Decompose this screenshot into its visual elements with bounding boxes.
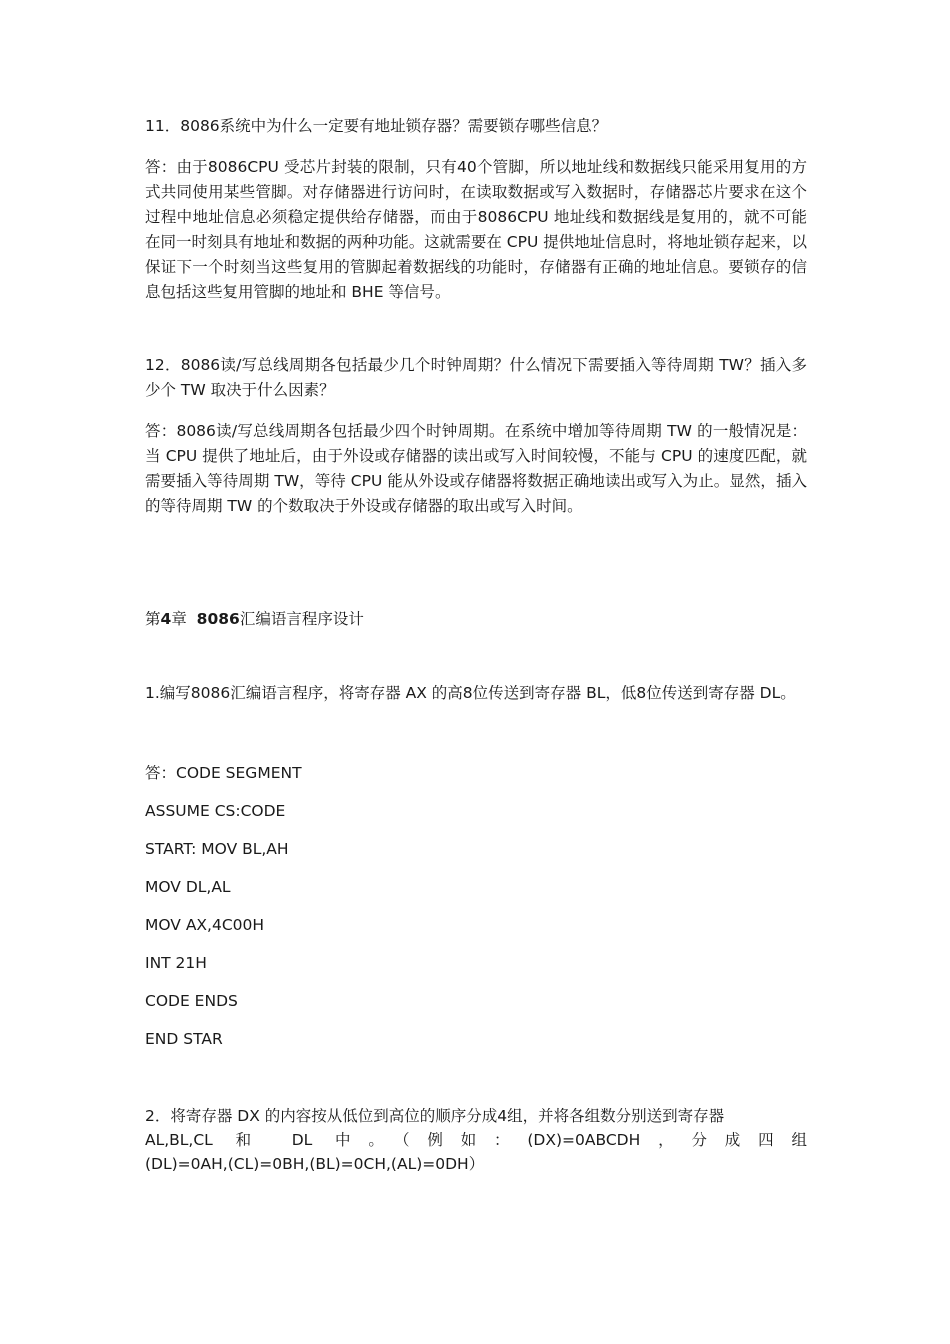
- q11-question: 11．8086系统中为什么一定要有地址锁存器？需要锁存哪些信息？: [145, 117, 608, 135]
- chapter-mid: 章: [171, 610, 197, 628]
- q2-line-3: (DL)=0AH,(CL)=0BH,(BL)=0CH,(AL)=0DH）: [145, 1155, 485, 1173]
- chapter-heading: [145, 607, 807, 632]
- q2-line-2: AL,BL,CL 和 DL 中。（例如：(DX)=0ABCDH，分成四组: [145, 1131, 807, 1149]
- code-line: END STAR: [145, 1030, 223, 1048]
- code-line: CODE ENDS: [145, 992, 238, 1010]
- q1-question: 1.编写8086汇编语言程序，将寄存器 AX 的高8位传送到寄存器 BL，低8位传送到寄存器 DL。: [145, 684, 796, 702]
- code-line: 答：CODE SEGMENT: [145, 764, 302, 782]
- q2-line-1: 2．将寄存器 DX 的内容按从低位到高位的顺序分成4组，并将各组数分别送到寄存器: [145, 1107, 725, 1125]
- chapter-number: 4: [160, 610, 172, 628]
- chapter-code: 8086: [196, 610, 240, 628]
- code-line: MOV AX,4C00H: [145, 916, 265, 934]
- code-line: INT 21H: [145, 954, 207, 972]
- q11-answer: 答：由于8086CPU 受芯片封装的限制，只有40个管脚，所以地址线和数据线只能采用复用的方式共同使用某些管脚。对存储器进行访问时，在读取数据或写入数据时，存储器芯片要求在这个过程中地址信息必须稳定提供给存储器，而由于8086CPU 地址线和数据线是复用的，就不可能在同一时刻具有地址和数据的两种功能。这就需要在 CPU 提供地址信息时，将地址锁存起来，以保证下一个时刻当这些复用的管脚起着数据线的功能时，存储器有正确的地址信息。要锁存的信息包括这些复用管脚的地址和 BHE 等信号。: [145, 158, 807, 301]
- code-line: ASSUME CS:CODE: [145, 802, 286, 820]
- q12-question: 12．8086读/写总线周期各包括最少几个时钟周期？什么情况下需要插入等待周期 TW？插入多少个 TW 取决于什么因素？: [145, 356, 807, 399]
- chapter-title: 汇编语言程序设计: [239, 610, 364, 628]
- chapter-prefix: 第: [145, 610, 161, 628]
- q12-answer: 答：8086读/写总线周期各包括最少四个时钟周期。在系统中增加等待周期 TW 的一般情况是：当 CPU 提供了地址后，由于外设或存储器的读出或写入时间较慢，不能与 CPU 的速度匹配，就需要插入等待周期 TW，等待 CPU 能从外设或存储器将数据正确地读出或写入为止。显然，插入的等待周期 TW 的个数取决于外设或存储器的取出或写入时间。: [145, 422, 807, 515]
- code-line: START: MOV BL,AH: [145, 840, 289, 858]
- code-line: MOV DL,AL: [145, 878, 231, 896]
